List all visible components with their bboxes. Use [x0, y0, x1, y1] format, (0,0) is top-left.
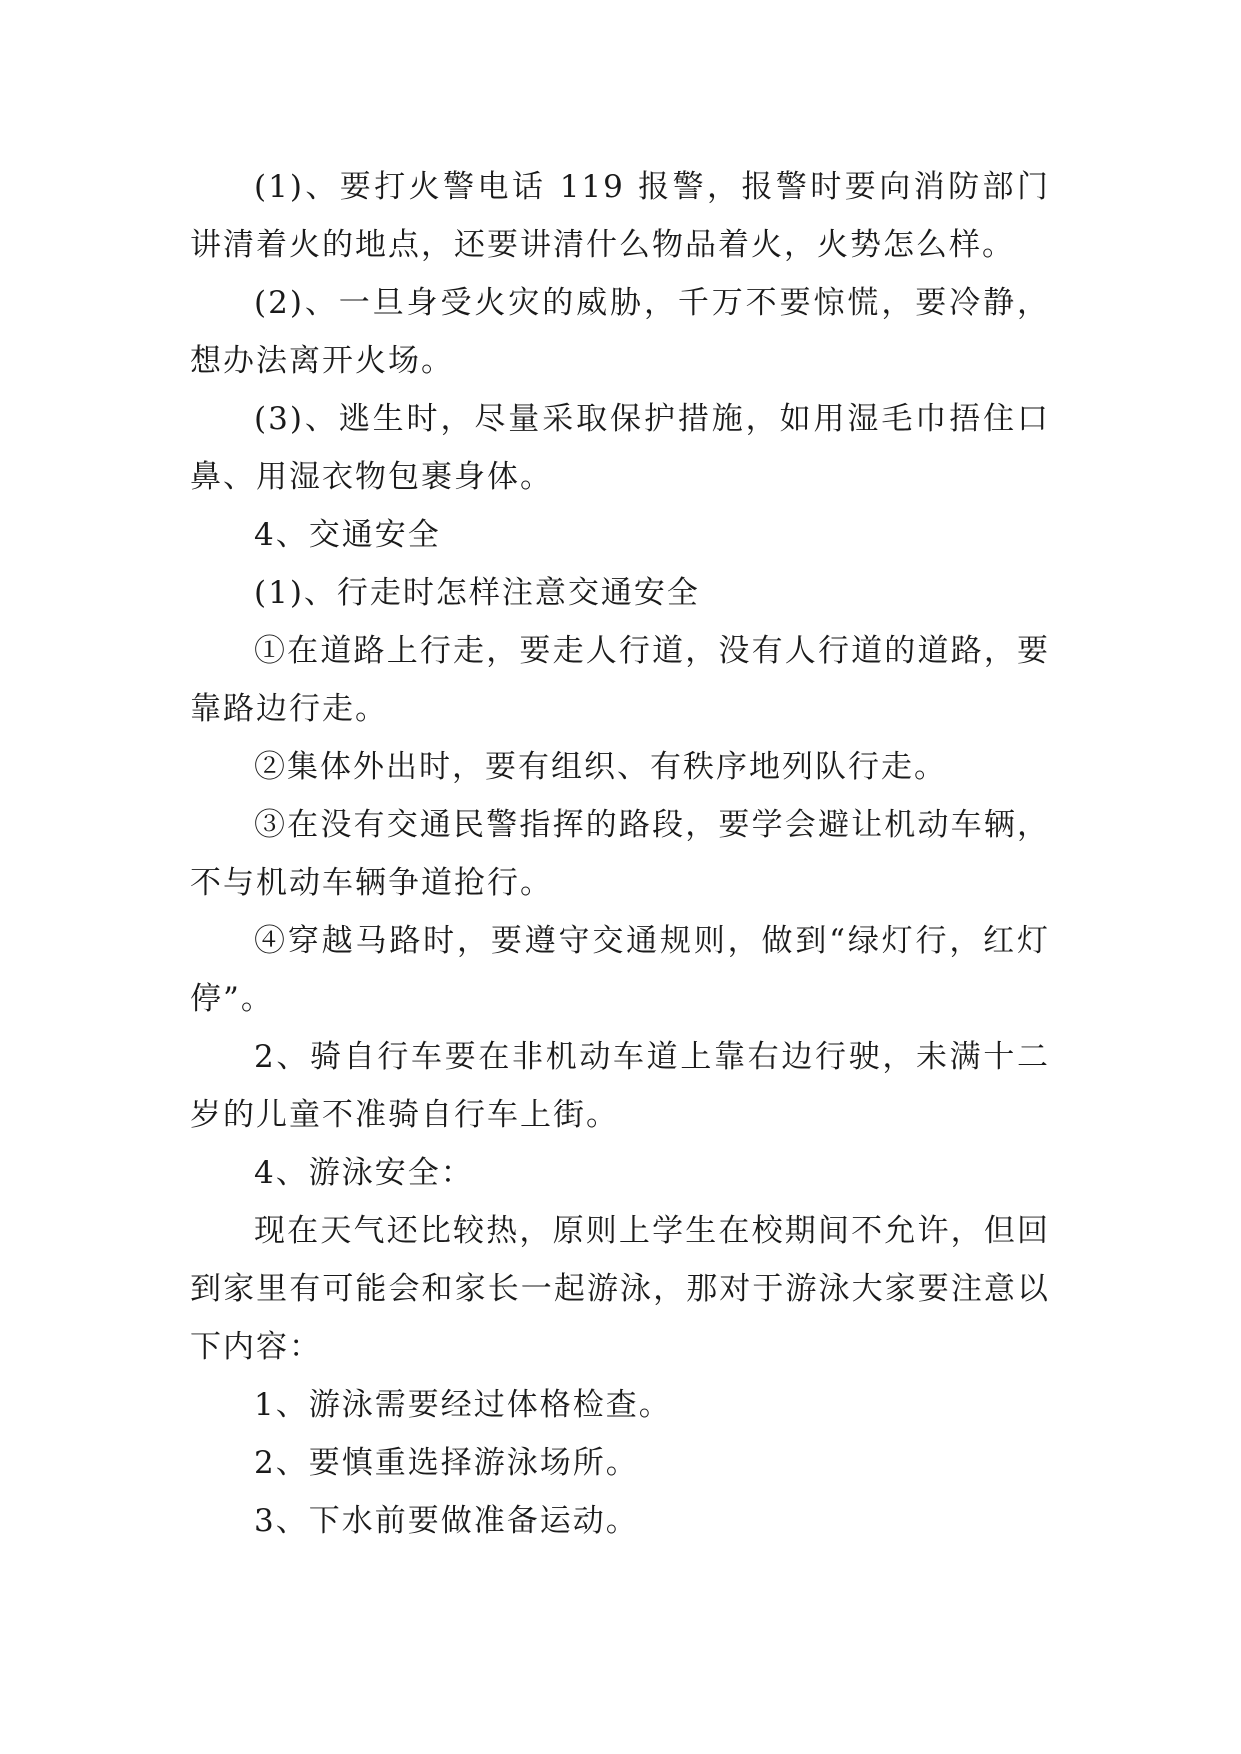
paragraph-swimming-intro: 现在天气还比较热，原则上学生在校期间不允许，但回到家里有可能会和家长一起游泳，那对于游泳大家要注意以下内容： — [190, 1213, 1050, 1365]
heading-traffic-safety: 4、交通安全 — [254, 517, 441, 553]
paragraph-walk-yield: ③在没有交通民警指挥的路段，要学会避让机动车辆，不与机动车辆争道抢行。 — [190, 807, 1050, 901]
paragraph-fire-escape: (3)、逃生时，尽量采取保护措施，如用湿毛巾捂住口鼻、用湿衣物包裹身体。 — [190, 401, 1050, 495]
paragraph-swim-venue: 2、要慎重选择游泳场所。 — [254, 1445, 639, 1481]
paragraph-fire-calm: (2)、一旦身受火灾的威胁，千万不要惊慌，要冷静，想办法离开火场。 — [190, 285, 1050, 379]
heading-swimming-safety: 4、游泳安全： — [254, 1155, 474, 1191]
paragraph-fire-report: (1)、要打火警电话 119 报警，报警时要向消防部门讲清着火的地点，还要讲清什么物品着火，火势怎么样。 — [190, 169, 1050, 263]
document-body — [190, 158, 1050, 1550]
paragraph-swim-warmup: 3、下水前要做准备运动。 — [254, 1503, 639, 1539]
paragraph-walk-group: ②集体外出时，要有组织、有秩序地列队行走。 — [254, 749, 947, 785]
paragraph-walk-crossing: ④穿越马路时，要遵守交通规则，做到“绿灯行，红灯停”。 — [190, 923, 1050, 1017]
paragraph-bicycle: 2、骑自行车要在非机动车道上靠右边行驶，未满十二岁的儿童不准骑自行车上街。 — [190, 1039, 1050, 1133]
paragraph-walk-sidewalk: ①在道路上行走，要走人行道，没有人行道的道路，要靠路边行走。 — [190, 633, 1050, 727]
subheading-walking-safety: (1)、行走时怎样注意交通安全 — [254, 575, 700, 611]
paragraph-swim-checkup: 1、游泳需要经过体格检查。 — [254, 1387, 672, 1423]
